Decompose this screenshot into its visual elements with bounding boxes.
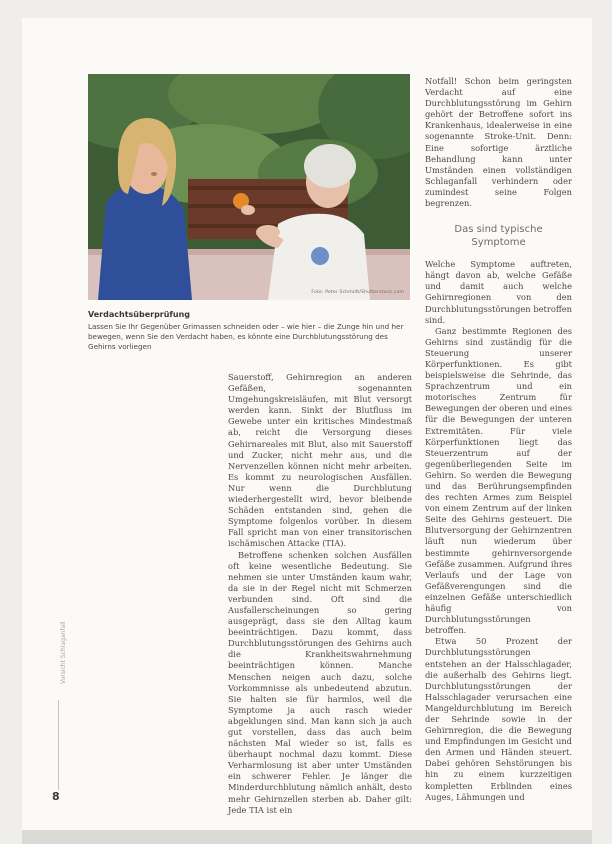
running-footer-title: Vorsicht Schlaganfall <box>60 621 67 684</box>
caption-title: Verdachtsüberprüfung <box>88 310 191 319</box>
right-text-column <box>425 76 572 803</box>
right-paragraph-2: Ganz bestimmte Regionen des Gehirns sind zuständig für die Steuerung unserer Körperfunktionen. Es gibt beispielsweise die Sehrinde, das Sprachzentrum und ein motorisches Zentrum für Bewegungen der oberen und eines für die Bewegungen der unteren Extremitäten. Für viele Körperfunktionen liegt das Steuerzentrum auf der gegenüberliegenden Seite im Gehirn. So werden die Bewegung und das Berührungsempfinden des rechten Armes zum Beispiel von einem Zentrum auf der linken Seite des Gehirns gesteuert. Die Blutversorgung der Gehirnzentren läuft nun wiederum über bestimmte gehirnversorgende Gefäße zusammen. Aufgrund ihres Verlaufs und der Lage von Gefäßverengungen sind die einzelnen Gefäße unterschiedlich häufig von Durchblutungsstörungen betroffen. <box>425 325 572 636</box>
right-paragraph-3: Etwa 50 Prozent der Durchblutungsstörungen entstehen an der Halsschlagader, die außerhalb des Gehirns liegt. Durchblutungsstörungen der Halsschlagader verursachen eine Mangeldurchblutung im Bereich der Sehrinde sowie in der Gehirnregion, die die Bewegung und Empfindungen im Gesicht und den Armen und Händen steuert. Dabei gehören Sehstörungen bis hin zu einem kurzzeitigen kompletten Erblinden eines Auges, Lähmungen und <box>425 636 572 802</box>
photo-woman-and-elderly-patient <box>88 74 410 300</box>
right-intro-paragraph: Notfall! Schon beim geringsten Verdacht auf eine Durchblutungsstörung im Gehirn gehört der Betroffene sofort ins Krankenhaus, idealerweise in eine sogenannte Stroke-Unit. Denn: Eine sofortige ärztliche Behandlung kann unter Umständen einen vollständigen Schlaganfall verhindern oder zumindest seine Folgen begrenzen. <box>425 76 572 209</box>
section-heading-line-1: Das sind typische <box>454 224 543 236</box>
caption-text: Lassen Sie Ihr Gegenüber Grimassen schneiden oder – wie hier – die Zunge hin und her bewegen, wenn Sie den Verdacht haben, es könnte eine Durchblutungsstörung des Gehirns vorliegen <box>88 322 404 351</box>
page-number: 8 <box>52 790 60 803</box>
section-heading-line-2: Symptome <box>471 237 526 249</box>
section-heading <box>425 223 572 249</box>
left-paragraph-1: Sauerstoff, Gehirnregion an anderen Gefäßen, sogenannten Umgehungskreisläufen, mit Blut versorgt werden kann. Sinkt der Blutfluss im Gewebe unter ein kritisches Mindestmaß ab, reicht die Versorgung dieses Gehirnareales mit Blut, also mit Sauerstoff und Zucker, nicht mehr aus, und die Nervenzellen können nicht mehr arbeiten. Es kommt zu neurologischen Ausfällen. Nur wenn die Durchblutung wiederhergestellt wird, bevor bleibende Schäden entstanden sind, gehen die Symptome folgenlos vorüber. In diesem Fall spricht man von einer transitorischen ischämischen Attacke (TIA). <box>228 372 412 549</box>
footer-rule <box>58 700 59 790</box>
left-text-column <box>228 372 412 816</box>
photo-credit: Foto: Peter Schmidt/Shutterstock.com <box>311 290 404 295</box>
photo-illustration <box>88 74 410 300</box>
right-paragraph-1: Welche Symptome auftreten, hängt davon ab, welche Gefäße und damit auch welche Gehirnregionen von den Durchblutungsstörungen betroffen sind. <box>425 259 572 325</box>
image-caption <box>88 310 410 352</box>
left-paragraph-2: Betroffene schenken solchen Ausfällen oft keine wesentliche Bedeutung. Sie nehmen sie unter Umständen kaum wahr, da sie in der Regel nicht mit Schmerzen verbunden sind. Oft sind die Ausfallerscheinungen so gering ausgeprägt, dass sie den Alltag kaum beeinträchtigen. Dazu kommt, dass Durchblutungsstörungen des Gehirns auch die Krankheitswahrnehmung beeinträchtigen können. Manche Menschen neigen auch dazu, solche Vorkommnisse als unbedeutend abzutun. Sie halten sie für harmlos, weil die Symptome ja auch rasch wieder abgeklungen sind. Man kann sich ja auch gut vorstellen, dass das auch beim nächsten Mal wieder so ist, falls es überhaupt nochmal dazu kommt. Diese Verharmlosung ist aber unter Umständen ein schwerer Fehler. Je länger die Minderdurchblutung nämlich anhält, desto mehr Gehirnzellen sterben ab. Daher gilt: Jede TIA ist ein <box>228 549 412 815</box>
page-edge <box>22 830 592 844</box>
